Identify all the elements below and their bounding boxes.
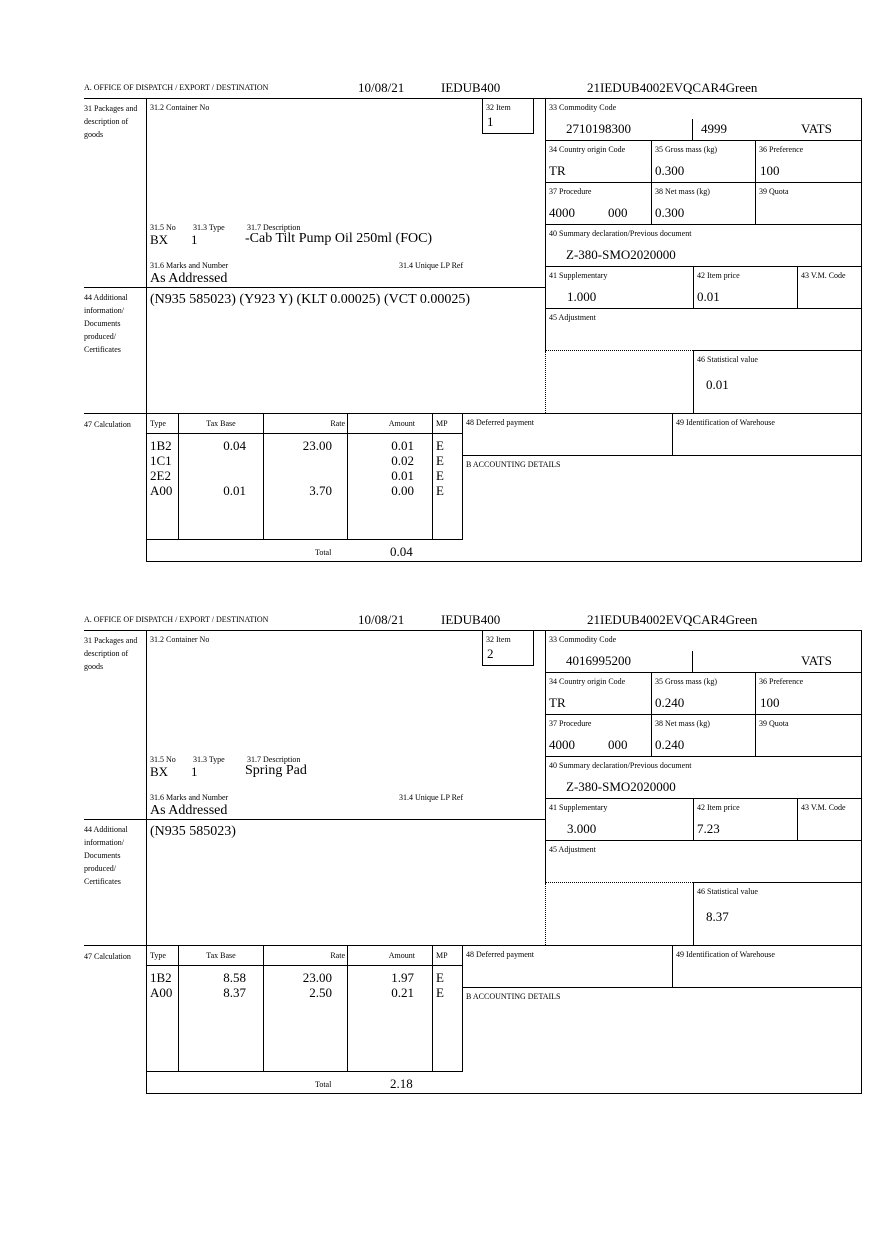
- no-label: 31.5 No: [150, 223, 176, 232]
- row-41-bottom: [545, 308, 862, 309]
- calc-taxbase-header: Tax Base: [206, 951, 236, 960]
- preference-value: 100: [760, 163, 780, 178]
- row-40-bottom: [545, 798, 862, 799]
- calc-cell-mp: E: [436, 483, 444, 498]
- calculation-label: 47 Calculation: [84, 420, 131, 429]
- no-label: 31.5 No: [150, 755, 176, 764]
- declaration-reference: 21IEDUB4002EVQCAR4Green: [587, 80, 758, 95]
- calc-cell-type: 1B2: [150, 438, 172, 453]
- calc-cell-amount: 0.01: [391, 438, 414, 453]
- office-code: IEDUB400: [441, 80, 501, 95]
- commodity-label: 33 Commodity Code: [549, 103, 617, 112]
- row-34-bottom: [545, 714, 862, 715]
- frame-right-line: [861, 630, 862, 1093]
- country-origin-label: 34 Country origin Code: [549, 677, 626, 686]
- procedure-label: 37 Procedure: [549, 187, 592, 196]
- calc-rate-header: Rate: [330, 951, 345, 960]
- country-origin-value: TR: [549, 695, 566, 710]
- preference-label: 36 Preference: [759, 677, 804, 686]
- item-label: 32 Item: [486, 635, 511, 644]
- summary-declaration-value: Z-380-SMO2020000: [566, 247, 676, 262]
- calc-row: [146, 985, 463, 1000]
- col-35-left: [651, 672, 652, 756]
- calc-rows: [146, 970, 463, 1070]
- country-origin-value: TR: [549, 163, 566, 178]
- calc-cell-mp: E: [436, 985, 444, 1000]
- net-mass-value: 0.300: [655, 205, 685, 220]
- frame-top-line: [84, 98, 862, 99]
- marks-value: As Addressed: [150, 271, 228, 286]
- commodity-divider: [692, 119, 693, 140]
- summary-declaration-label: 40 Summary declaration/Previous document: [549, 761, 692, 770]
- description-label: 31.7 Description: [247, 755, 301, 764]
- marks-label: 31.6 Marks and Number: [150, 793, 229, 802]
- additional-info-value: (N935 585023): [150, 824, 236, 839]
- calc-row: [146, 970, 463, 985]
- calc-cell-rate: 2.50: [309, 985, 332, 1000]
- item-price-label: 42 Item price: [697, 803, 740, 812]
- gross-mass-value: 0.240: [655, 695, 685, 710]
- calc-cell-type: A00: [150, 483, 173, 498]
- calc-row: [146, 468, 463, 483]
- deferred-payment-label: 48 Deferred payment: [466, 418, 534, 427]
- calc-row: [146, 453, 463, 468]
- calc-cell-type: 2E2: [150, 468, 171, 483]
- unique-lp-label: 31.4 Unique LP Ref: [399, 261, 464, 270]
- calc-cell-amount: 0.02: [391, 453, 414, 468]
- calc-cell-amount: 0.01: [391, 468, 414, 483]
- calc-cell-tax-base: 8.58: [223, 970, 246, 985]
- item-box-left: [482, 98, 483, 134]
- row-33-bottom: [545, 140, 862, 141]
- supplementary-label: 41 Supplementary: [549, 803, 608, 812]
- calc-cell-rate: 3.70: [309, 483, 332, 498]
- quota-label: 39 Quota: [759, 719, 789, 728]
- item-label: 32 Item: [486, 103, 511, 112]
- divider-47: [84, 945, 862, 946]
- procedure-code: 4000: [549, 205, 575, 220]
- calc-cell-amount: 0.00: [391, 483, 414, 498]
- calc-cell-tax-base: 0.01: [223, 483, 246, 498]
- row-41-bottom: [545, 840, 862, 841]
- statistical-value-label: 46 Statistical value: [697, 887, 758, 896]
- item-box-bottom: [482, 133, 534, 134]
- item-box-bottom: [482, 665, 534, 666]
- goods-description: Spring Pad: [245, 763, 307, 778]
- item-number: 1: [487, 114, 494, 129]
- gross-mass-label: 35 Gross mass (kg): [655, 145, 717, 154]
- separator-dotted: [545, 883, 546, 945]
- warehouse-label: 49 Identification of Warehouse: [676, 418, 775, 427]
- col-36-left: [755, 672, 756, 756]
- package-count: 1: [191, 232, 198, 247]
- procedure-additional: 000: [608, 737, 628, 752]
- declaration-form-1: [0, 0, 882, 559]
- gross-mass-value: 0.300: [655, 163, 685, 178]
- declaration-reference: 21IEDUB4002EVQCAR4Green: [587, 612, 758, 627]
- calc-cell-mp: E: [436, 970, 444, 985]
- calculation-label: 47 Calculation: [84, 952, 131, 961]
- warehouse-label: 49 Identification of Warehouse: [676, 950, 775, 959]
- row-33-bottom: [545, 672, 862, 673]
- row-45-dotted: [545, 350, 693, 351]
- calc-type-header: Type: [150, 951, 166, 960]
- calc-cell-rate: 23.00: [302, 970, 332, 985]
- divider-44: [84, 819, 546, 820]
- col-42-left: [693, 266, 694, 308]
- additional-info-label: 44 Additional information/ Documents produced/ Certificates: [84, 293, 128, 354]
- quota-label: 39 Quota: [759, 187, 789, 196]
- calc-cell-amount: 0.21: [391, 985, 414, 1000]
- preference-label: 36 Preference: [759, 145, 804, 154]
- item-price-value: 7.23: [697, 821, 720, 836]
- calc-taxbase-header: Tax Base: [206, 419, 236, 428]
- row-34-bottom: [545, 182, 862, 183]
- calc-row: [146, 483, 463, 498]
- commodity-code: 4016995200: [566, 653, 631, 668]
- supplementary-value: 1.000: [567, 289, 597, 304]
- calc-cell-amount: 1.97: [391, 970, 414, 985]
- supplementary-label: 41 Supplementary: [549, 271, 608, 280]
- calc-cell-mp: E: [436, 438, 444, 453]
- statistical-value: 0.01: [706, 377, 729, 392]
- additional-info-label: 44 Additional information/ Documents produced/ Certificates: [84, 825, 128, 886]
- marks-label: 31.6 Marks and Number: [150, 261, 229, 270]
- calc-amount-header: Amount: [388, 419, 415, 428]
- total-value: 0.04: [390, 544, 413, 559]
- total-label: Total: [315, 1080, 332, 1089]
- row-40-bottom: [545, 266, 862, 267]
- procedure-additional: 000: [608, 205, 628, 220]
- package-kind: BX: [150, 232, 169, 247]
- col-46-left: [693, 350, 694, 413]
- commodity-label: 33 Commodity Code: [549, 635, 617, 644]
- calc-cell-rate: 23.00: [302, 438, 332, 453]
- calc-cell-tax-base: 0.04: [223, 438, 246, 453]
- office-code: IEDUB400: [441, 612, 501, 627]
- declaration-form-2: [0, 532, 882, 1091]
- col-42-left: [693, 798, 694, 840]
- row-45-dotted: [545, 882, 693, 883]
- supplementary-value: 3.000: [567, 821, 597, 836]
- calc-cell-tax-base: 8.37: [223, 985, 246, 1000]
- procedure-code: 4000: [549, 737, 575, 752]
- col-49-left: [672, 945, 673, 988]
- total-value: 2.18: [390, 1076, 413, 1091]
- item-box-right: [533, 98, 534, 134]
- calc-cell-type: 1B2: [150, 970, 172, 985]
- container-label: 31.2 Container No: [150, 635, 210, 644]
- item-number: 2: [487, 646, 494, 661]
- description-label: 31.7 Description: [247, 223, 301, 232]
- preference-value: 100: [760, 695, 780, 710]
- vm-code-label: 43 V.M. Code: [801, 271, 846, 280]
- calc-cell-type: 1C1: [150, 453, 172, 468]
- summary-declaration-label: 40 Summary declaration/Previous document: [549, 229, 692, 238]
- summary-declaration-value: Z-380-SMO2020000: [566, 779, 676, 794]
- calc-header-line: [146, 965, 463, 966]
- country-origin-label: 34 Country origin Code: [549, 145, 626, 154]
- net-mass-label: 38 Net mass (kg): [655, 719, 710, 728]
- declaration-date: 10/08/21: [358, 80, 405, 95]
- row-37-bottom: [545, 224, 862, 225]
- col-35-left: [651, 140, 652, 224]
- packages-label: 31 Packages and description of goods: [84, 104, 138, 139]
- calc-header-line: [146, 433, 463, 434]
- calc-cell-type: A00: [150, 985, 173, 1000]
- deferred-payment-label: 48 Deferred payment: [466, 950, 534, 959]
- statistical-value: 8.37: [706, 909, 729, 924]
- item-price-label: 42 Item price: [697, 271, 740, 280]
- calc-mp-header: MP: [436, 419, 448, 428]
- calc-mp-header: MP: [436, 951, 448, 960]
- row-45-bottom: [693, 350, 862, 351]
- gross-mass-label: 35 Gross mass (kg): [655, 677, 717, 686]
- total-label: Total: [315, 548, 332, 557]
- separator-dotted: [545, 351, 546, 413]
- row-48-bottom: [462, 455, 862, 456]
- calc-rate-header: Rate: [330, 419, 345, 428]
- net-mass-value: 0.240: [655, 737, 685, 752]
- statistical-value-label: 46 Statistical value: [697, 355, 758, 364]
- col-43-left: [797, 266, 798, 308]
- unique-lp-label: 31.4 Unique LP Ref: [399, 793, 464, 802]
- office-label: A. OFFICE OF DISPATCH / EXPORT / DESTINATION: [84, 615, 269, 624]
- goods-description: -Cab Tilt Pump Oil 250ml (FOC): [245, 231, 433, 246]
- commodity-code: 2710198300: [566, 121, 631, 136]
- package-count: 1: [191, 764, 198, 779]
- calc-amount-header: Amount: [388, 951, 415, 960]
- marks-value: As Addressed: [150, 803, 228, 818]
- divider-47: [84, 413, 862, 414]
- row-48-bottom: [462, 987, 862, 988]
- item-box-left: [482, 630, 483, 666]
- calc-type-header: Type: [150, 419, 166, 428]
- vm-code-label: 43 V.M. Code: [801, 803, 846, 812]
- calc-total-line: [146, 1071, 463, 1072]
- container-label: 31.2 Container No: [150, 103, 210, 112]
- adjustment-label: 45 Adjustment: [549, 313, 596, 322]
- commodity-vat-code: VATS: [801, 121, 832, 136]
- item-price-value: 0.01: [697, 289, 720, 304]
- type-label: 31.3 Type: [193, 223, 225, 232]
- calc-row: [146, 438, 463, 453]
- accounting-details-label: B ACCOUNTING DETAILS: [466, 992, 561, 1001]
- frame-top-line: [84, 630, 862, 631]
- net-mass-label: 38 Net mass (kg): [655, 187, 710, 196]
- frame-right-line: [861, 98, 862, 561]
- col-46-left: [693, 882, 694, 945]
- packages-label: 31 Packages and description of goods: [84, 636, 138, 671]
- calc-cell-mp: E: [436, 468, 444, 483]
- row-45-bottom: [693, 882, 862, 883]
- col-49-left: [672, 413, 673, 456]
- commodity-vat-code: VATS: [801, 653, 832, 668]
- office-label: A. OFFICE OF DISPATCH / EXPORT / DESTINATION: [84, 83, 269, 92]
- frame-bottom-line: [146, 1093, 862, 1094]
- commodity-divider: [692, 651, 693, 672]
- accounting-details-label: B ACCOUNTING DETAILS: [466, 460, 561, 469]
- declaration-date: 10/08/21: [358, 612, 405, 627]
- commodity-additional-code: 4999: [701, 121, 727, 136]
- item-box-right: [533, 630, 534, 666]
- package-kind: BX: [150, 764, 169, 779]
- calc-cell-mp: E: [436, 453, 444, 468]
- col-43-left: [797, 798, 798, 840]
- divider-44: [84, 287, 546, 288]
- type-label: 31.3 Type: [193, 755, 225, 764]
- adjustment-label: 45 Adjustment: [549, 845, 596, 854]
- procedure-label: 37 Procedure: [549, 719, 592, 728]
- additional-info-value: (N935 585023) (Y923 Y) (KLT 0.00025) (VCT 0.00025): [150, 292, 471, 307]
- calc-rows: [146, 438, 463, 538]
- row-37-bottom: [545, 756, 862, 757]
- col-36-left: [755, 140, 756, 224]
